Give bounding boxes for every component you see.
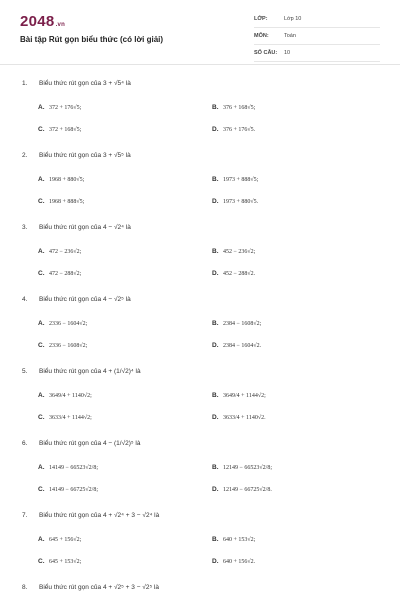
answer-option-b[interactable] [212, 320, 261, 327]
option-letter: C. [38, 342, 45, 349]
option-value: 1973 + 880√5. [223, 199, 259, 205]
header-divider [0, 64, 400, 65]
answer-option-c[interactable] [38, 126, 81, 133]
option-letter: B. [212, 248, 219, 255]
option-value: 12149 − 66523√2/8; [223, 465, 273, 471]
question-block [0, 75, 400, 147]
option-letter: C. [38, 414, 45, 421]
option-letter: D. [212, 126, 219, 133]
meta-value: 10 [284, 50, 291, 56]
question-text: Biểu thức rút gọn của 3 + √5⁴ là [39, 80, 131, 87]
option-letter: D. [212, 198, 219, 205]
option-letter: B. [212, 104, 219, 111]
question-stem [22, 152, 131, 159]
answer-option-c[interactable] [38, 486, 98, 493]
answer-option-d[interactable] [212, 342, 261, 349]
option-value: 372 + 176√5; [49, 105, 82, 111]
answer-option-a[interactable] [38, 392, 92, 399]
meta-row-count [254, 46, 380, 62]
option-letter: B. [212, 464, 219, 471]
answer-option-c[interactable] [38, 414, 92, 421]
option-value: 452 − 236√2; [223, 249, 256, 255]
question-number: 4. [22, 296, 28, 303]
answer-option-b[interactable] [212, 176, 258, 183]
question-text: Biểu thức rút gọn của 4 − (1/√2)⁵ là [39, 440, 141, 447]
option-letter: D. [212, 558, 219, 565]
question-text: Biểu thức rút gọn của 4 + √2⁵ + 3 − √2⁵ là [39, 584, 160, 591]
option-letter: B. [212, 536, 219, 543]
question-number: 1. [22, 80, 28, 87]
answer-option-a[interactable] [38, 320, 87, 327]
question-stem [22, 584, 159, 591]
option-value: 3633/4 + 1140√2. [223, 415, 266, 421]
option-letter: A. [38, 104, 45, 111]
answer-option-a[interactable] [38, 176, 84, 183]
option-letter: D. [212, 414, 219, 421]
option-letter: A. [38, 392, 45, 399]
answer-option-d[interactable] [212, 486, 272, 493]
option-letter: C. [38, 198, 45, 205]
option-value: 640 + 156√2. [223, 559, 256, 565]
option-letter: A. [38, 464, 45, 471]
answer-option-b[interactable] [212, 392, 266, 399]
option-letter: D. [212, 486, 219, 493]
question-text: Biểu thức rút gọn của 3 + √5⁵ là [39, 152, 131, 159]
option-value: 2384 − 1604√2. [223, 343, 262, 349]
answer-option-c[interactable] [38, 342, 87, 349]
logo-suffix: .vn [55, 22, 66, 28]
question-text: Biểu thức rút gọn của 4 + (1/√2)⁴ là [39, 368, 141, 375]
question-block [0, 579, 400, 600]
page-title: Bài tập Rút gọn biểu thức (có lời giải) [20, 35, 164, 44]
logo-text: 2048 [20, 13, 55, 30]
question-stem [22, 512, 159, 519]
question-number: 3. [22, 224, 28, 231]
option-value: 3649/4 + 1144√2; [223, 393, 266, 399]
question-stem [22, 440, 141, 447]
option-value: 372 + 168√5; [49, 127, 82, 133]
meta-label: MÔN: [254, 33, 269, 39]
meta-row-class [254, 12, 380, 28]
question-stem [22, 224, 131, 231]
option-value: 3633/4 + 1144√2; [49, 415, 92, 421]
option-value: 645 + 156√2; [49, 537, 82, 543]
answer-option-b[interactable] [212, 248, 255, 255]
answer-option-b[interactable] [212, 104, 255, 111]
site-logo[interactable] [20, 13, 65, 30]
meta-label: LỚP: [254, 16, 268, 22]
page-header [0, 0, 400, 64]
option-value: 14149 − 66523√2/8; [49, 465, 99, 471]
option-letter: C. [38, 558, 45, 565]
answer-option-c[interactable] [38, 558, 81, 565]
option-letter: C. [38, 270, 45, 277]
option-value: 12149 − 66725√2/8. [223, 487, 272, 493]
answer-option-d[interactable] [212, 270, 255, 277]
question-number: 6. [22, 440, 28, 447]
question-text: Biểu thức rút gọn của 4 − √2⁴ là [39, 224, 131, 231]
answer-option-d[interactable] [212, 414, 266, 421]
option-value: 1968 + 888√5; [49, 199, 85, 205]
option-value: 1968 + 880√5; [49, 177, 85, 183]
answer-option-a[interactable] [38, 248, 81, 255]
option-value: 1973 + 888√5; [223, 177, 259, 183]
answer-option-a[interactable] [38, 536, 81, 543]
option-value: 2336 − 1608√2; [49, 343, 88, 349]
question-number: 8. [22, 584, 28, 591]
answer-option-c[interactable] [38, 270, 81, 277]
answer-option-b[interactable] [212, 464, 272, 471]
option-value: 3649/4 + 1140√2; [49, 393, 92, 399]
option-value: 376 + 168√5; [223, 105, 256, 111]
option-value: 376 + 176√5. [223, 127, 256, 133]
answer-option-d[interactable] [212, 558, 255, 565]
question-block [0, 363, 400, 435]
question-block [0, 219, 400, 291]
option-value: 2384 − 1608√2; [223, 321, 262, 327]
meta-label: SỐ CÂU: [254, 50, 278, 56]
option-letter: D. [212, 270, 219, 277]
option-letter: B. [212, 320, 219, 327]
question-number: 2. [22, 152, 28, 159]
option-letter: A. [38, 248, 45, 255]
option-letter: A. [38, 176, 45, 183]
answer-option-c[interactable] [38, 198, 84, 205]
meta-value: Toán [284, 33, 296, 39]
question-number: 7. [22, 512, 28, 519]
option-letter: A. [38, 320, 45, 327]
option-value: 640 + 153√2; [223, 537, 256, 543]
question-list [0, 75, 400, 600]
question-number: 5. [22, 368, 28, 375]
question-stem [22, 296, 131, 303]
answer-option-a[interactable] [38, 104, 81, 111]
option-value: 472 − 236√2; [49, 249, 82, 255]
question-stem [22, 368, 141, 375]
option-letter: C. [38, 486, 45, 493]
question-stem [22, 80, 131, 87]
option-letter: B. [212, 176, 219, 183]
question-block [0, 147, 400, 219]
question-block [0, 507, 400, 579]
option-letter: D. [212, 342, 219, 349]
question-text: Biểu thức rút gọn của 4 − √2⁵ là [39, 296, 131, 303]
option-letter: C. [38, 126, 45, 133]
meta-value: Lớp 10 [284, 16, 302, 22]
question-block [0, 435, 400, 507]
question-text: Biểu thức rút gọn của 4 + √2⁴ + 3 − √2⁴ là [39, 512, 160, 519]
meta-row-subject [254, 29, 380, 45]
option-letter: B. [212, 392, 219, 399]
question-block [0, 291, 400, 363]
option-value: 452 − 288√2. [223, 271, 256, 277]
option-value: 472 − 288√2; [49, 271, 82, 277]
answer-option-a[interactable] [38, 464, 98, 471]
answer-option-d[interactable] [212, 198, 258, 205]
option-value: 645 + 153√2; [49, 559, 82, 565]
answer-option-d[interactable] [212, 126, 255, 133]
option-value: 2336 − 1604√2; [49, 321, 88, 327]
option-value: 14149 − 66725√2/8; [49, 487, 99, 493]
option-letter: A. [38, 536, 45, 543]
answer-option-b[interactable] [212, 536, 255, 543]
meta-info [254, 12, 380, 63]
